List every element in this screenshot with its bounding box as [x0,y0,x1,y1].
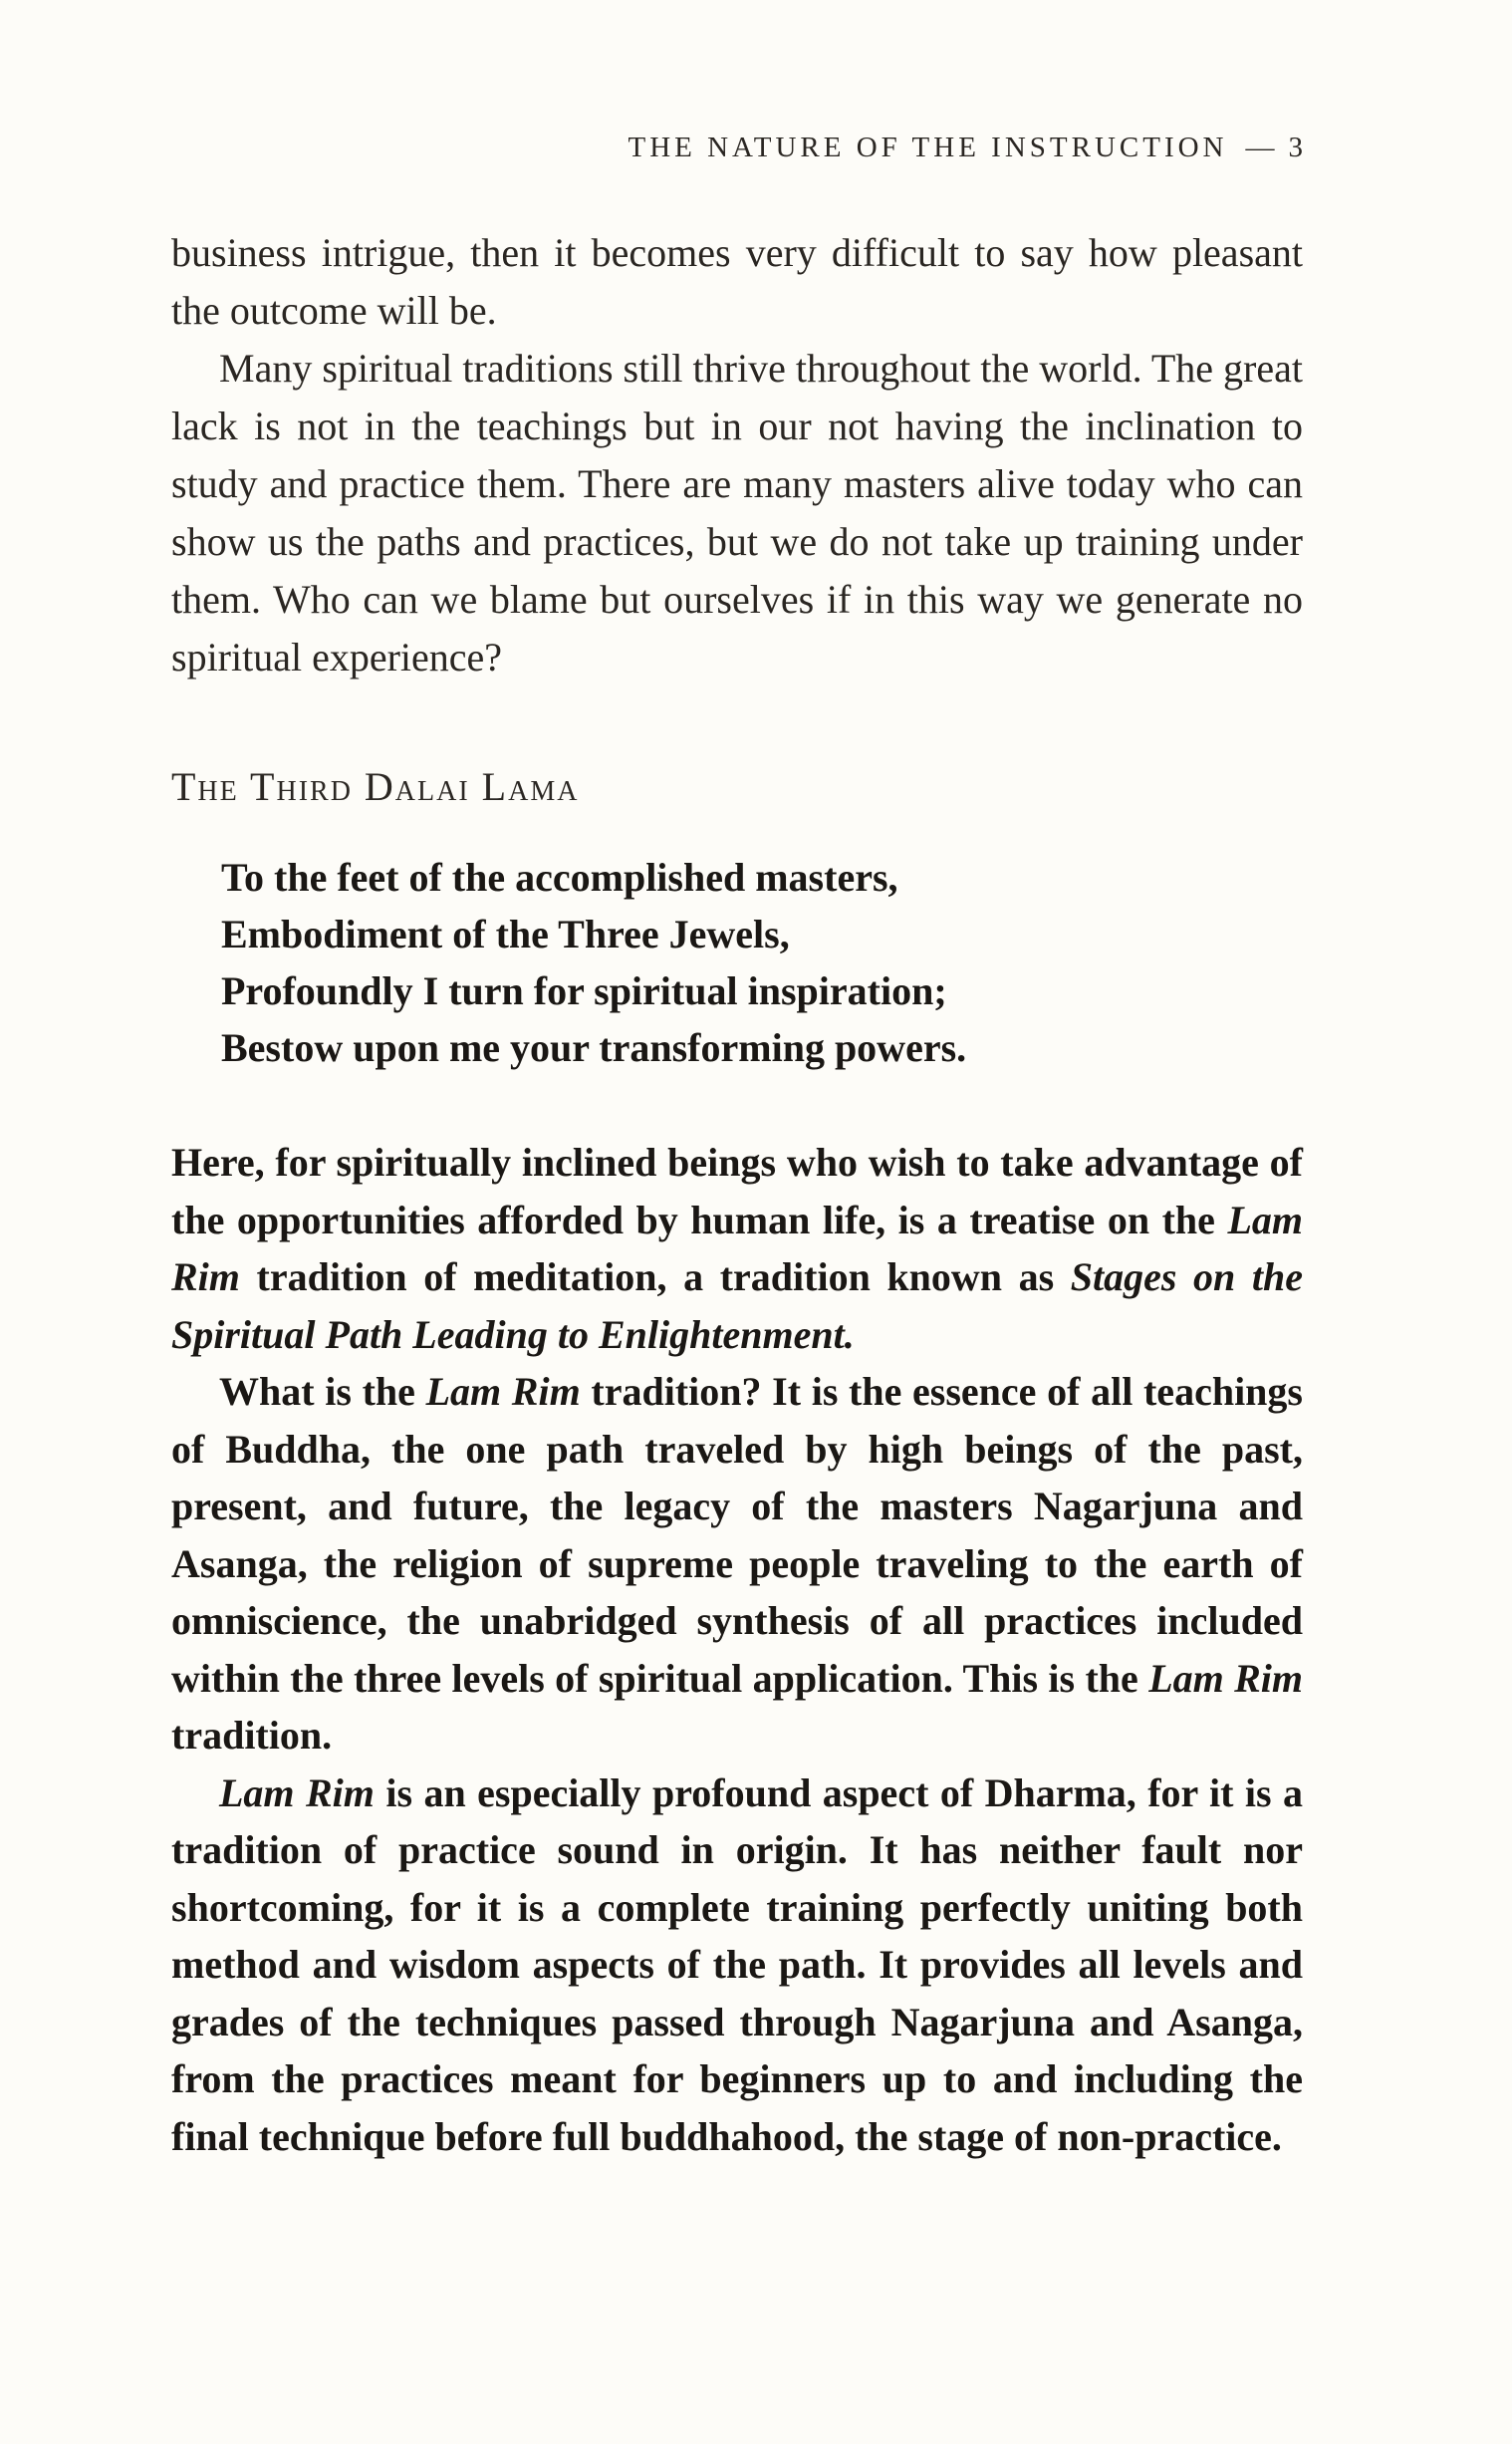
text-run: tradition? It is the essence of all teachings of Buddha, the one path traveled by high beings of the past, present, and future, the legacy of the masters Nagarjuna and Asanga, the religion of supreme people traveling to the earth of omniscience, the unabridged synthesis of all practices included within the three levels of spiritual application. This is the [171,1369,1303,1701]
main-paragraph [171,1765,1303,2166]
running-head-title: THE NATURE OF THE INSTRUCTION [628,132,1228,163]
text-run: What is the [219,1369,426,1414]
text-run: Here, for spiritually inclined beings who wish to take advantage of the opportunities afforded by human life, is a treatise on the [171,1140,1303,1242]
verse-line: Embodiment of the Three Jewels, [221,912,790,956]
running-head [628,132,1303,164]
verse [221,849,966,1076]
page-number: 3 [1288,132,1303,163]
text-run: tradition. [171,1713,333,1758]
italic-term: Lam Rim [219,1769,375,1815]
intro-text [171,224,1303,686]
verse-line: Profoundly I turn for spiritual inspiration; [221,968,947,1013]
intro-paragraph: Many spiritual traditions still thrive throughout the world. The great lack is not in the teachings but in our not having the inclination to study and practice them. There are many masters alive today who can show us the paths and practices, but we do not take up training under them. Who can we blame but ourselves if in this way we generate no spiritual experience? [171,346,1303,679]
italic-title: Stages on the Spiritual Path Leading to Enlightenment. [171,1254,1303,1357]
italic-term: Lam Rim [171,1197,1303,1299]
main-paragraph [171,1363,1303,1765]
section-heading: The Third Dalai Lama [171,764,580,809]
text-run: tradition of meditation, a tradition known as [239,1254,1071,1299]
main-text [171,1134,1303,2165]
italic-term: Lam Rim [1148,1655,1304,1701]
verse-line: To the feet of the accomplished masters, [221,855,898,900]
intro-paragraph: business intrigue, then it becomes very difficult to say how pleasant the outcome will be. [171,230,1303,333]
text-run: is an especially profound aspect of Dharma, for it is a tradition of practice sound in origin. It has neither fault nor shortcoming, for it is a complete training perfectly uniting both method and wisdom aspects of the path. It provides all levels and grades of the techniques passed through Nagarjuna and Asanga, from the practices meant for beginners up to and including the final technique before full buddhahood, the stage of non-practice. [171,1769,1303,2159]
italic-term: Lam Rim [425,1369,581,1414]
verse-line: Bestow upon me your transforming powers. [221,1025,967,1070]
main-paragraph [171,1134,1303,1363]
running-head-separator: — [1245,132,1275,163]
